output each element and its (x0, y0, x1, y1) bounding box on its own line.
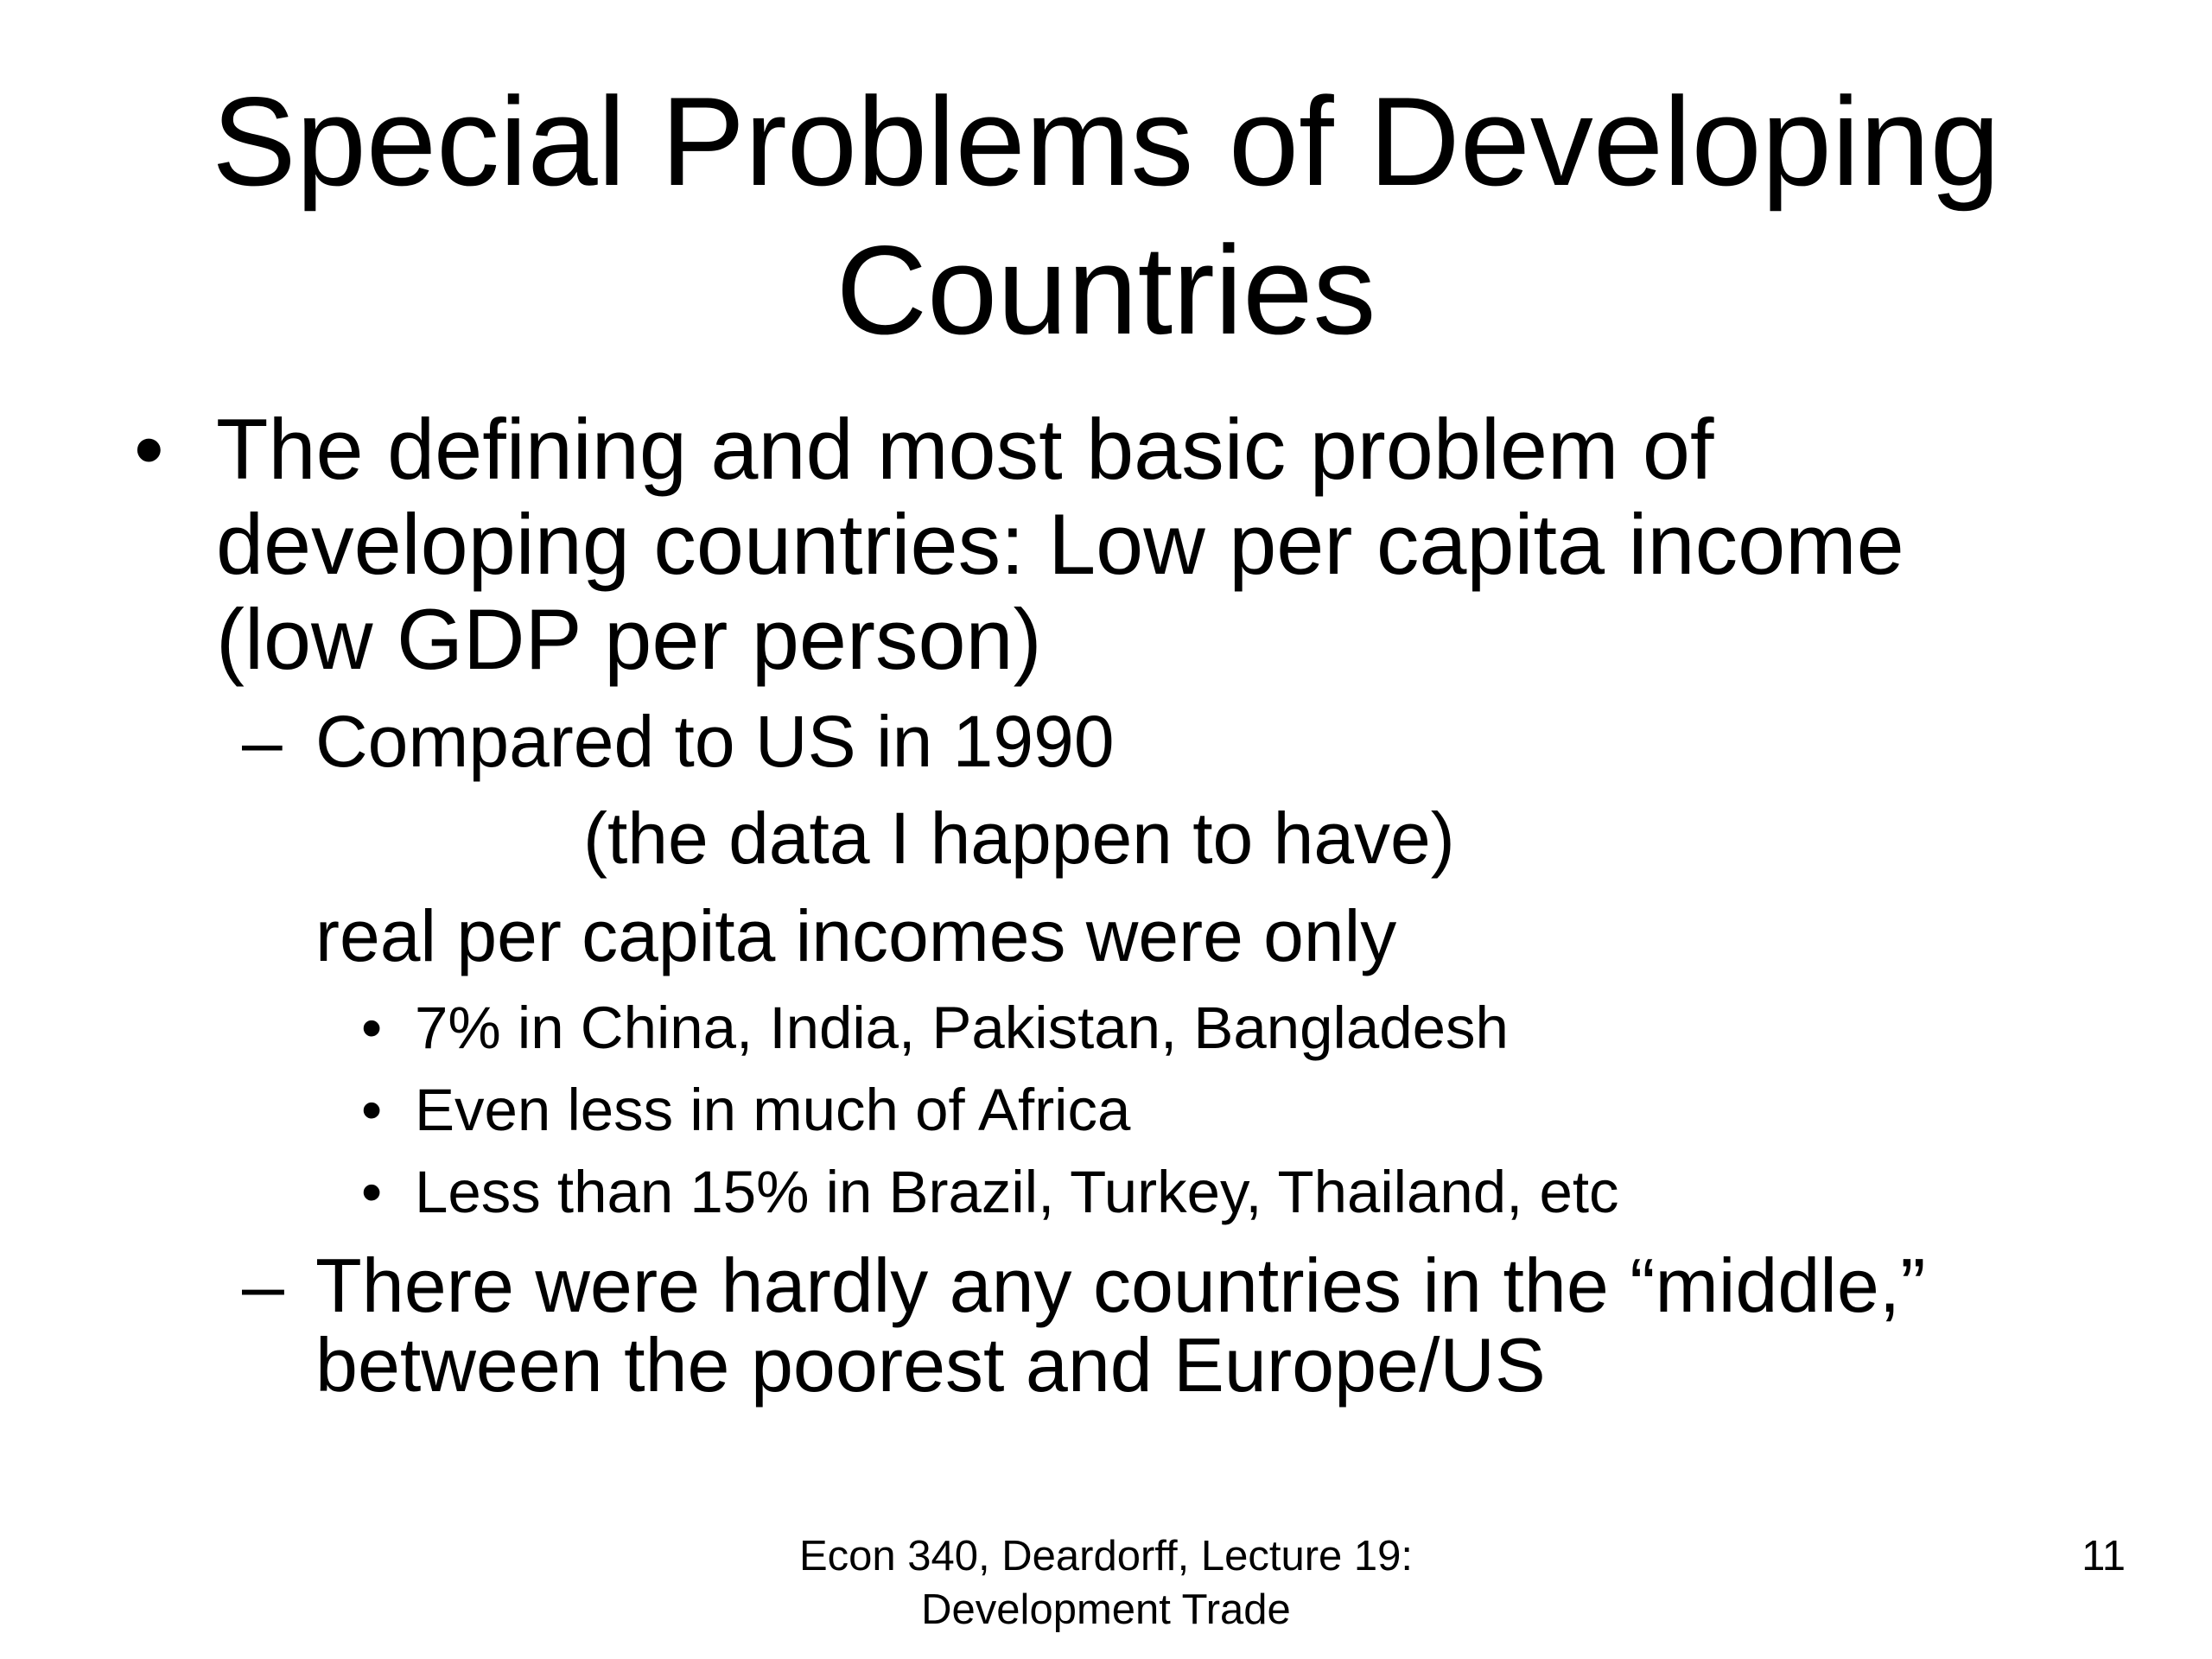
sub-item-1-line-1: Compared to US in 1990 (315, 701, 1115, 782)
sub-sub-item-3-marker: • (361, 1159, 383, 1225)
sub-item-1-marker: – (242, 701, 283, 782)
slide-title-line-2: Countries (836, 219, 1376, 360)
main-bullet-line-1: The defining and most basic problem of (216, 401, 1714, 497)
sub-sub-item-2-text: Even less in much of Africa (415, 1077, 1131, 1143)
page-number: 11 (2082, 1533, 2126, 1580)
footer-line-1: Econ 340, Deardorff, Lecture 19: (798, 1533, 1414, 1580)
main-bullet-line-2: developing countries: Low per capita income (216, 496, 1904, 592)
footer-line-2: Development Trade (921, 1586, 1291, 1633)
sub-sub-item-2-marker: • (361, 1077, 383, 1143)
main-bullet-line-3: (low GDP per person) (216, 591, 1042, 687)
sub-sub-item-3-text: Less than 15% in Brazil, Turkey, Thailand, etc (415, 1159, 1619, 1225)
main-bullet-marker: • (134, 401, 164, 497)
sub-item-2-marker: – (242, 1243, 284, 1328)
sub-sub-item-1-marker: • (361, 995, 383, 1061)
sub-item-1-line-2: (the data I happen to have) (583, 798, 1455, 879)
sub-item-2-line-2: between the poorest and Europe/US (315, 1322, 1546, 1408)
sub-item-2-line-1: There were hardly any countries in the “middle,” (315, 1243, 1926, 1328)
slide-footer (0, 1529, 2212, 1637)
sub-item-1-line-3: real per capita incomes were only (315, 895, 1397, 976)
slide-title-line-1: Special Problems of Developing (212, 71, 2000, 212)
sub-sub-item-1-text: 7% in China, India, Pakistan, Bangladesh (415, 995, 1509, 1061)
